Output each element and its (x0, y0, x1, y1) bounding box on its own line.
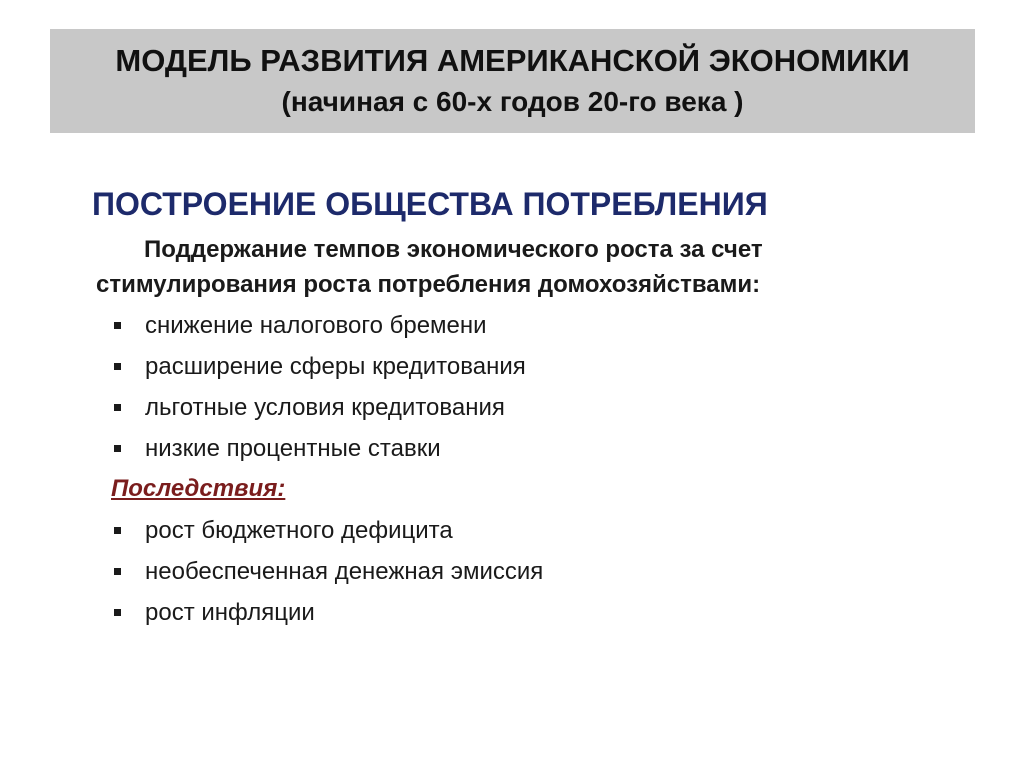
slide-title: МОДЕЛЬ РАЗВИТИЯ АМЕРИКАНСКОЙ ЭКОНОМИКИ (115, 43, 910, 78)
consequences-heading: Последствия: (111, 475, 286, 502)
title-banner (50, 29, 975, 133)
list-item-text: рост инфляции (145, 599, 315, 626)
list-item-text: рост бюджетного дефицита (145, 517, 453, 544)
square-bullet-icon (114, 609, 121, 616)
intro-paragraph (96, 232, 956, 302)
intro-line-2: стимулирования роста потребления домохозяйствами: (96, 271, 761, 298)
square-bullet-icon (114, 404, 121, 411)
intro-line-1: Поддержание темпов экономического роста за счет (144, 236, 763, 263)
square-bullet-icon (114, 568, 121, 575)
square-bullet-icon (114, 527, 121, 534)
square-bullet-icon (114, 445, 121, 452)
list-item-text: снижение налогового бремени (145, 312, 487, 339)
list-item-text: необеспеченная денежная эмиссия (145, 558, 544, 585)
list-item-text: низкие процентные ставки (145, 435, 441, 462)
square-bullet-icon (114, 363, 121, 370)
list-item-text: льготные условия кредитования (145, 394, 505, 421)
square-bullet-icon (114, 322, 121, 329)
section-heading: ПОСТРОЕНИЕ ОБЩЕСТВА ПОТРЕБЛЕНИЯ (92, 186, 768, 222)
list-item-text: расширение сферы кредитования (145, 353, 526, 380)
slide-subtitle: (начиная с 60-х годов 20-го века ) (281, 86, 744, 117)
